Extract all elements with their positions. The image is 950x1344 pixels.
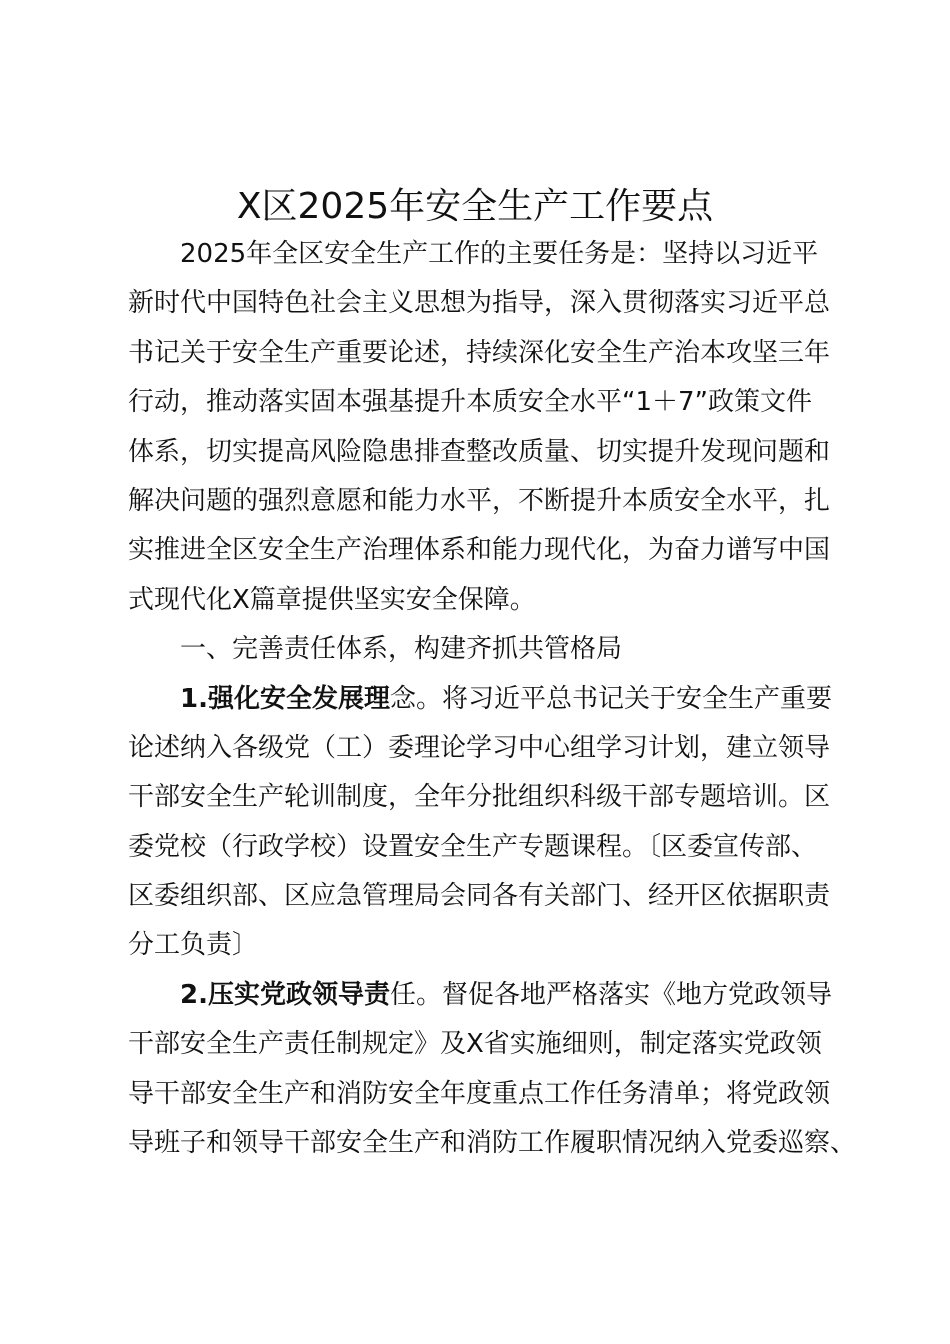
document-title: X区2025年安全生产工作要点 [236, 186, 714, 227]
item-1-first-line-rest: 念。将习近平总书记关于安全生产重要 [389, 683, 832, 714]
intro-line-8: 式现代化X篇章提供坚实安全保障。 [128, 584, 536, 615]
section-1-heading: 一、完善责任体系，构建齐抓共管格局 [180, 634, 623, 665]
item-1-line-5: 区委组织部、区应急管理局会同各有关部门、经开区依据职责 [128, 881, 831, 912]
item-2-line-4: 导班子和领导干部安全生产和消防工作履职情况纳入党委巡察、 [128, 1128, 857, 1159]
item-2-first-line [128, 971, 832, 1020]
item-1-line-2: 论述纳入各级党（工）委理论学习中心组学习计划，建立领导 [128, 732, 831, 763]
intro-line-5: 体系，切实提高风险隐患排查整改质量、切实提升发现问题和 [128, 436, 831, 467]
item-1-line-4: 委党校（行政学校）设置安全生产专题课程。〔区委宣传部、 [128, 831, 818, 862]
item-1-first-line [128, 675, 832, 724]
intro-line-6: 解决问题的强烈意愿和能力水平，不断提升本质安全水平，扎 [128, 485, 831, 516]
item-2-line-2: 干部安全生产责任制规定》及X省实施细则，制定落实党政领 [128, 1029, 822, 1060]
item-1-line-6: 分工负责〕 [128, 930, 259, 961]
intro-line-2: 新时代中国特色社会主义思想为指导，深入贯彻落实习近平总 [128, 288, 831, 319]
document-body [128, 230, 857, 1168]
item-2-line-3: 导干部安全生产和消防安全年度重点工作任务清单；将党政领 [128, 1078, 831, 1109]
item-2-bold-lead: 2.压实党政领导责 [180, 979, 390, 1010]
intro-line-4: 行动，推动落实固本强基提升本质安全水平“1＋7”政策文件 [128, 387, 813, 418]
intro-line-7: 实推进全区安全生产治理体系和能力现代化，为奋力谱写中国 [128, 535, 831, 566]
intro-line-1: 2025年全区安全生产工作的主要任务是：坚持以习近平 [180, 239, 819, 269]
item-2-first-line-rest: 任。督促各地严格落实《地方党政领导 [389, 979, 832, 1010]
item-1-bold-lead: 1.强化安全发展理 [180, 683, 390, 714]
item-1-line-3: 干部安全生产轮训制度，全年分批组织科级干部专题培训。区 [128, 782, 831, 813]
intro-line-3: 书记关于安全生产重要论述，持续深化安全生产治本攻坚三年 [128, 337, 831, 368]
